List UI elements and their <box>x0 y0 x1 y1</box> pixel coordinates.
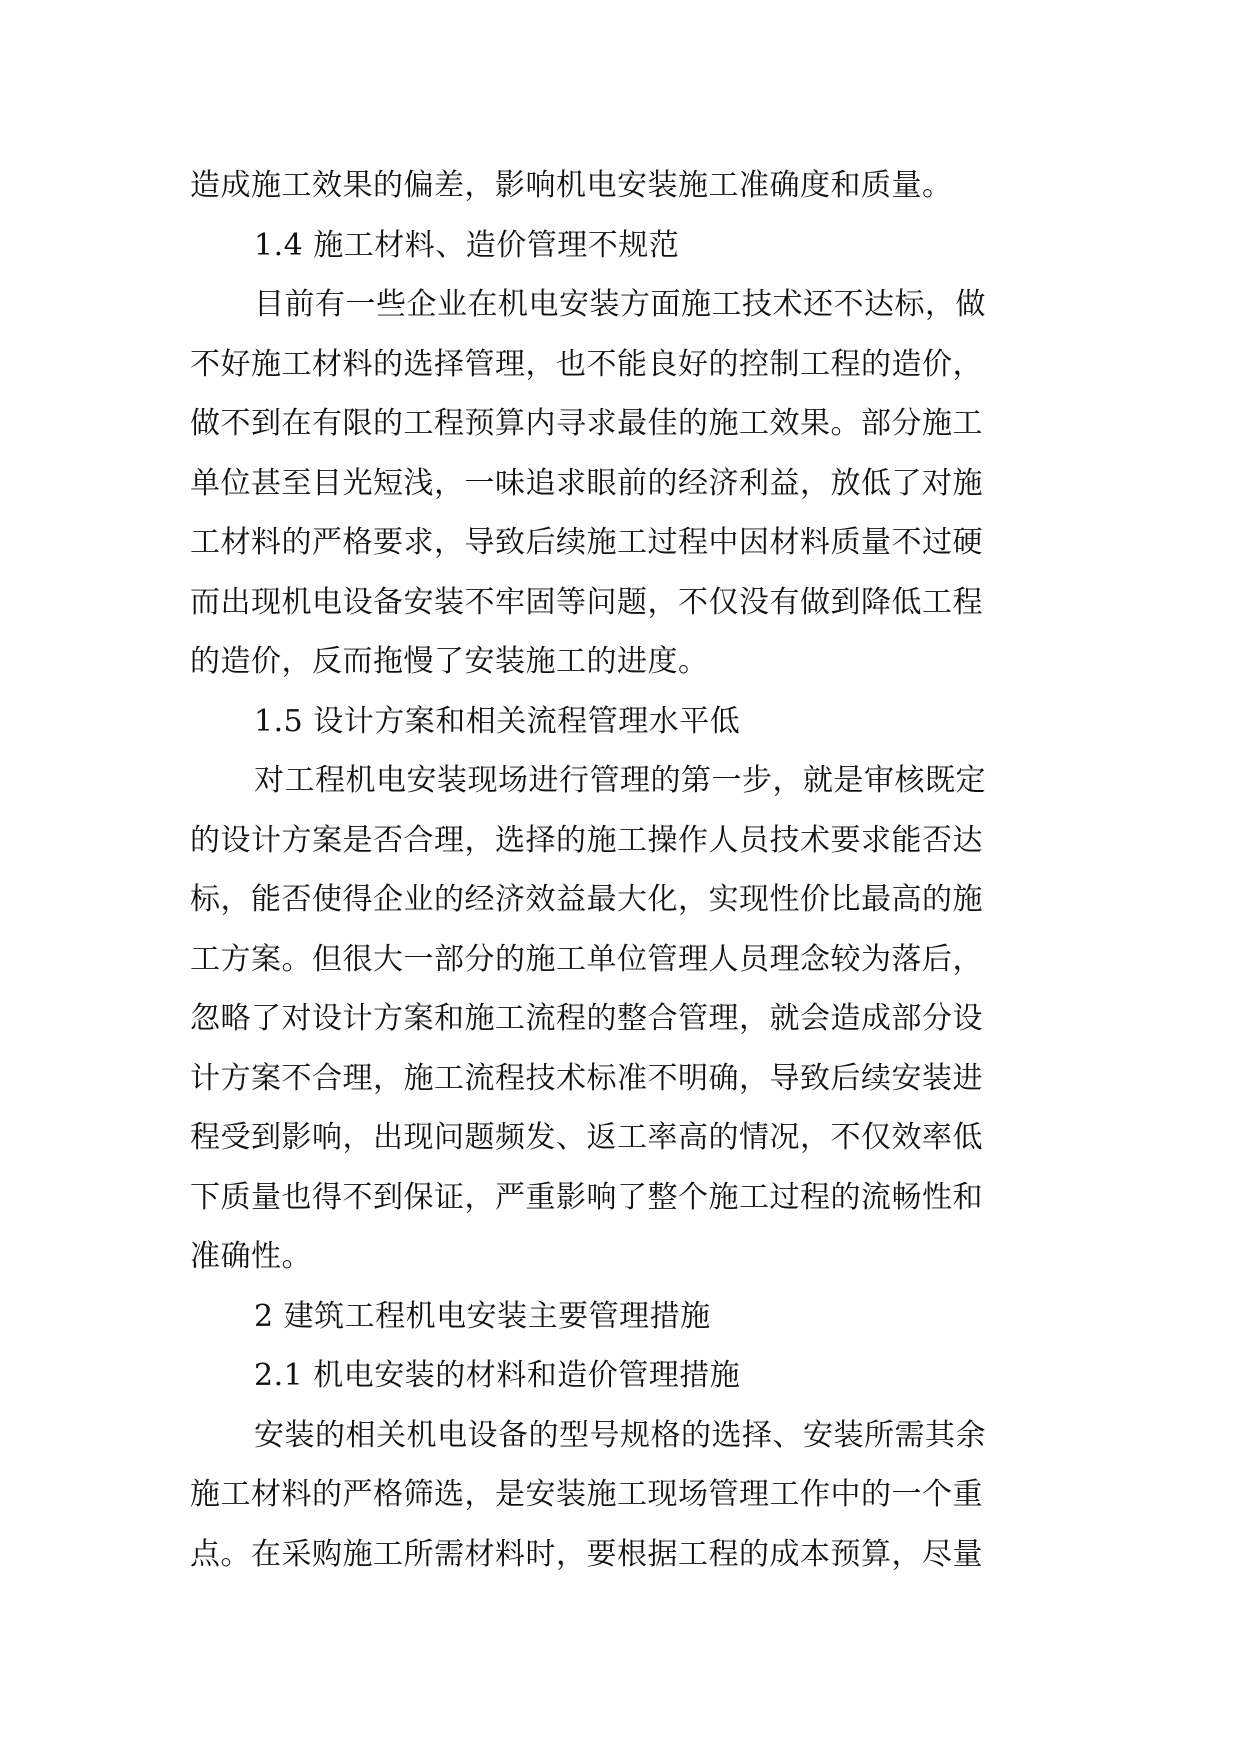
section-heading: 1.5 设计方案和相关流程管理水平低 <box>254 703 741 739</box>
text-line: 单位甚至目光短浅，一味追求眼前的经济利益，放低了对施 <box>190 465 983 501</box>
text-line: 工方案。但很大一部分的施工单位管理人员理念较为落后， <box>190 941 983 977</box>
section-heading: 2.1 机电安装的材料和造价管理措施 <box>254 1358 741 1393</box>
text-line: 点。在采购施工所需材料时，要根据工程的成本预算，尽量 <box>190 1536 983 1572</box>
text-line: 做不到在有限的工程预算内寻求最佳的施工效果。部分施工 <box>190 406 983 441</box>
text-line: 对工程机电安装现场进行管理的第一步，就是审核既定 <box>254 763 986 798</box>
text-line: 准确性。 <box>190 1239 312 1274</box>
text-line: 工材料的严格要求，导致后续施工过程中因材料质量不过硬 <box>190 525 983 560</box>
text-line: 造成施工效果的偏差，影响机电安装施工准确度和质量。 <box>190 168 953 203</box>
text-line: 的造价，反而拖慢了安装施工的进度。 <box>190 644 709 679</box>
text-line: 安装的相关机电设备的型号规格的选择、安装所需其余 <box>254 1417 986 1453</box>
text-line: 不好施工材料的选择管理，也不能良好的控制工程的造价， <box>190 346 983 382</box>
section-heading: 2 建筑工程机电安装主要管理措施 <box>254 1298 711 1334</box>
text-line: 程受到影响，出现问题频发、返工率高的情况，不仅效率低 <box>190 1120 983 1155</box>
text-line: 标，能否使得企业的经济效益最大化，实现性价比最高的施 <box>190 882 983 917</box>
text-line: 忽略了对设计方案和施工流程的整合管理，就会造成部分设 <box>190 1001 983 1036</box>
text-line: 施工材料的严格筛选，是安装施工现场管理工作中的一个重 <box>190 1477 983 1512</box>
text-line: 下质量也得不到保证，严重影响了整个施工过程的流畅性和 <box>190 1179 983 1215</box>
section-heading: 1.4 施工材料、造价管理不规范 <box>254 227 680 263</box>
text-line: 而出现机电设备安装不牢固等问题，不仅没有做到降低工程 <box>190 584 983 620</box>
text-line: 计方案不合理，施工流程技术标准不明确，导致后续安装进 <box>190 1060 983 1096</box>
text-line: 的设计方案是否合理，选择的施工操作人员技术要求能否达 <box>190 822 983 858</box>
text-line: 目前有一些企业在机电安装方面施工技术还不达标，做 <box>254 287 986 322</box>
document-body <box>190 156 1060 1584</box>
